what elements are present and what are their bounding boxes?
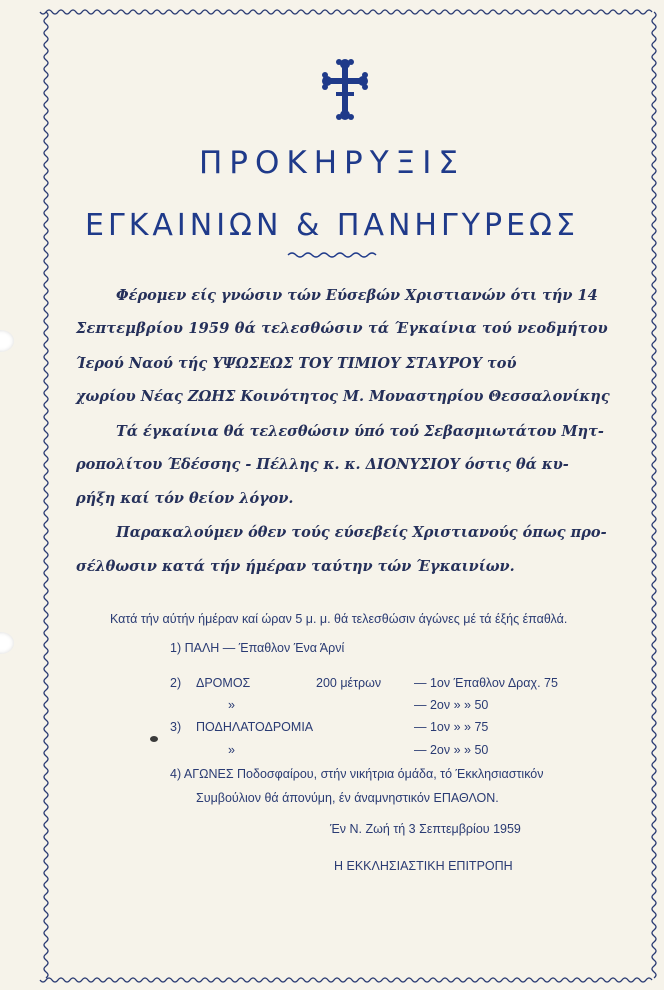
announcement-line: Τά έγκαίνια θά τελεσθώσιν ύπό τού Σεβασμιωτάτου Μητ-	[116, 423, 604, 440]
cycling-prize-1: — 1ον » » 75	[414, 720, 489, 734]
ditto-mark: »	[228, 743, 235, 757]
game-item-wrestling: 1) ΠΑΛΗ — Έπαθλον Ένα Άρνί	[170, 641, 345, 655]
announcement-line: ροπολίτου Έδέσσης - Πέλλης κ. κ. ΔΙΟΝΥΣΙΟΥ όστις θά κυ-	[76, 456, 569, 473]
running-distance: 200 μέτρων	[316, 676, 382, 690]
announcement-line: χωρίου Νέας ΖΩΗΣ Κοινότητος Μ. Μοναστηρίου Θεσσαλονίκης	[76, 388, 610, 405]
ink-smudge	[150, 736, 158, 742]
title-underline-flourish	[286, 250, 378, 260]
game-item-number: 3)	[170, 720, 182, 734]
game-item-cycling: ΠΟΔΗΛΑΤΟΔΡΟΜΙΑ	[196, 720, 314, 734]
announcement-line: Σεπτεμβρίου 1959 θά τελεσθώσιν τά Έγκαίνια τού νεοδμήτου	[76, 320, 608, 337]
running-prize-1: — 1ον Έπαθλον Δραχ. 75	[414, 676, 558, 690]
signature-committee: Η ΕΚΚΛΗΣΙΑΣΤΙΚΗ ΕΠΙΤΡΟΠΗ	[334, 859, 513, 873]
announcement-line: Ίερού Ναού τής ΥΨΩΣΕΩΣ ΤΟΥ ΤΙΜΙΟΥ ΣΤΑΥΡΟΥ τού	[76, 355, 517, 372]
page-title: ΠΡΟΚΗΡΥΞΙΣ	[199, 145, 465, 181]
cycling-prize-2: — 2ον » » 50	[414, 743, 489, 757]
announcement-line: Παρακαλούμεν όθεν τούς εύσεβείς Χριστιανούς όπως προ-	[116, 524, 607, 541]
orthodox-cross-icon	[322, 58, 368, 120]
announcement-line: ρήξη καί τόν θείον λόγον.	[76, 490, 294, 507]
announcement-line: Φέρομεν είς γνώσιν τών Εύσεβών Χριστιανών ότι τήν 14	[116, 287, 598, 304]
announcement-line: σέλθωσιν κατά τήν ήμέραν ταύτην τών Έγκαινίων.	[76, 558, 515, 575]
game-item-football: 4) ΑΓΩΝΕΣ Ποδοσφαίρου, στήν νικήτρια όμάδα, τό Έκκλησιαστικόν	[170, 767, 544, 781]
running-prize-2: — 2ον » » 50	[414, 698, 489, 712]
border-wave	[40, 10, 652, 14]
document-date: Έν Ν. Ζωή τή 3 Σεπτεμβρίου 1959	[330, 822, 521, 836]
border-wave	[40, 978, 652, 982]
page-subtitle: ΕΓΚΑΙΝΙΩΝ & ΠΑΝΗΓΥΡΕΩΣ	[85, 208, 579, 243]
game-item-football-cont: Συμβούλιον θά άπονύμη, έν άναμνηστικόν ΕΠΑΘΛΟΝ.	[196, 791, 499, 805]
game-item-running: ΔΡΟΜΟΣ	[196, 676, 251, 690]
game-item-number: 2)	[170, 676, 182, 690]
games-intro: Κατά τήν αύτήν ήμέραν καί ώραν 5 μ. μ. θά τελεσθώσιν άγώνες μέ τά έξής έπαθλά.	[110, 612, 568, 626]
ditto-mark: »	[228, 698, 235, 712]
